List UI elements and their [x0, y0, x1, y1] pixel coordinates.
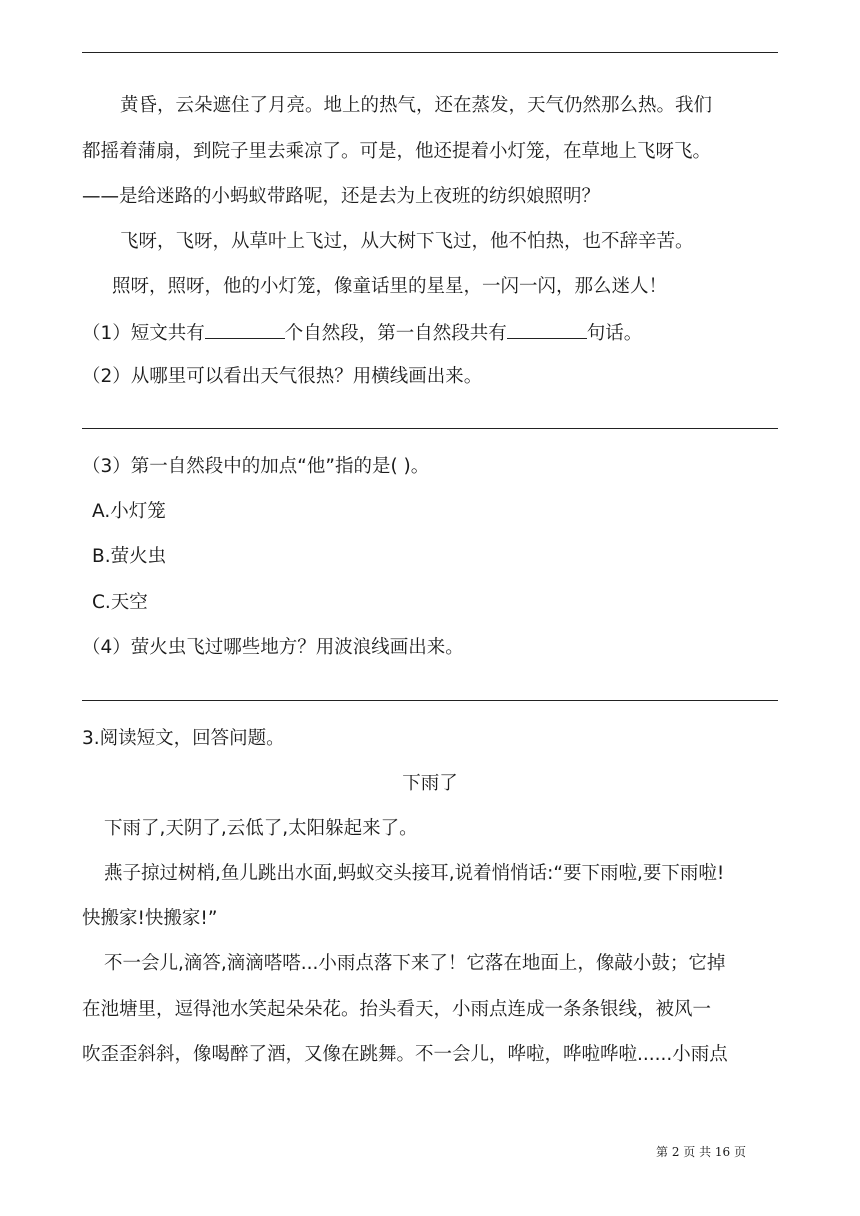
passage2-paragraph-3-line-2: 在池塘里，逗得池水笑起朵朵花。抬头看天，小雨点连成一条条银线，被风一 — [82, 999, 712, 1020]
option-c: C.天空 — [92, 592, 148, 613]
passage1-line-2: 都摇着蒲扇，到院子里去乘凉了。可是，他还提着小灯笼，在草地上飞呀飞。 — [82, 141, 712, 162]
question-1-middle: 个自然段，第一自然段共有 — [284, 323, 507, 344]
passage2-paragraph-3-line-1: 不一会儿,滴答,滴滴嗒嗒...小雨点落下来了！它落在地面上，像敲小鼓；它掉 — [104, 953, 726, 974]
answer-blank-sentence-count[interactable] — [507, 320, 587, 339]
question-1-suffix: 句话。 — [586, 323, 643, 344]
answer-line-q2[interactable] — [82, 428, 778, 429]
question-4: （4）萤火虫飞过哪些地方？用波浪线画出来。 — [82, 637, 464, 658]
question-1-prefix: （1）短文共有 — [82, 323, 205, 344]
passage1-line-3: ——是给迷路的小蚂蚁带路呢，还是去为上夜班的纺织娘照明？ — [82, 186, 601, 207]
passage-title: 下雨了 — [402, 773, 458, 794]
page-number: 第 2 页 共 16 页 — [656, 1145, 746, 1159]
question-1 — [82, 320, 782, 346]
passage1-line-1: 黄昏，云朵遮住了月亮。地上的热气，还在蒸发，天气仍然那么热。我们 — [120, 95, 713, 116]
passage2-paragraph-1: 下雨了,天阴了,云低了,太阳躲起来了。 — [104, 818, 418, 839]
option-a: A.小灯笼 — [92, 501, 166, 522]
passage2-paragraph-3-line-3: 吹歪歪斜斜，像喝醉了酒，又像在跳舞。不一会儿，哗啦，哗啦哗啦......小雨点 — [82, 1044, 728, 1065]
section-3-heading: 3.阅读短文，回答问题。 — [82, 728, 285, 749]
passage2-paragraph-2-line-2: 快搬家!快搬家!” — [82, 908, 218, 929]
passage1-paragraph-2: 飞呀，飞呀，从草叶上飞过，从大树下飞过，他不怕热，也不辞辛苦。 — [120, 231, 694, 252]
question-2: （2）从哪里可以看出天气很热？用横线画出来。 — [82, 366, 483, 387]
answer-blank-paragraph-count[interactable] — [205, 320, 285, 339]
passage2-paragraph-2-line-1: 燕子掠过树梢,鱼儿跳出水面,蚂蚁交头接耳,说着悄悄话:“要下雨啦,要下雨啦! — [104, 863, 725, 884]
passage1-paragraph-3: 照呀，照呀，他的小灯笼，像童话里的星星，一闪一闪，那么迷人！ — [112, 276, 668, 297]
header-rule — [82, 52, 778, 53]
answer-line-q4[interactable] — [82, 700, 778, 701]
option-b: B.萤火虫 — [92, 546, 167, 567]
question-3: （3）第一自然段中的加点“他”指的是( )。 — [82, 456, 430, 477]
